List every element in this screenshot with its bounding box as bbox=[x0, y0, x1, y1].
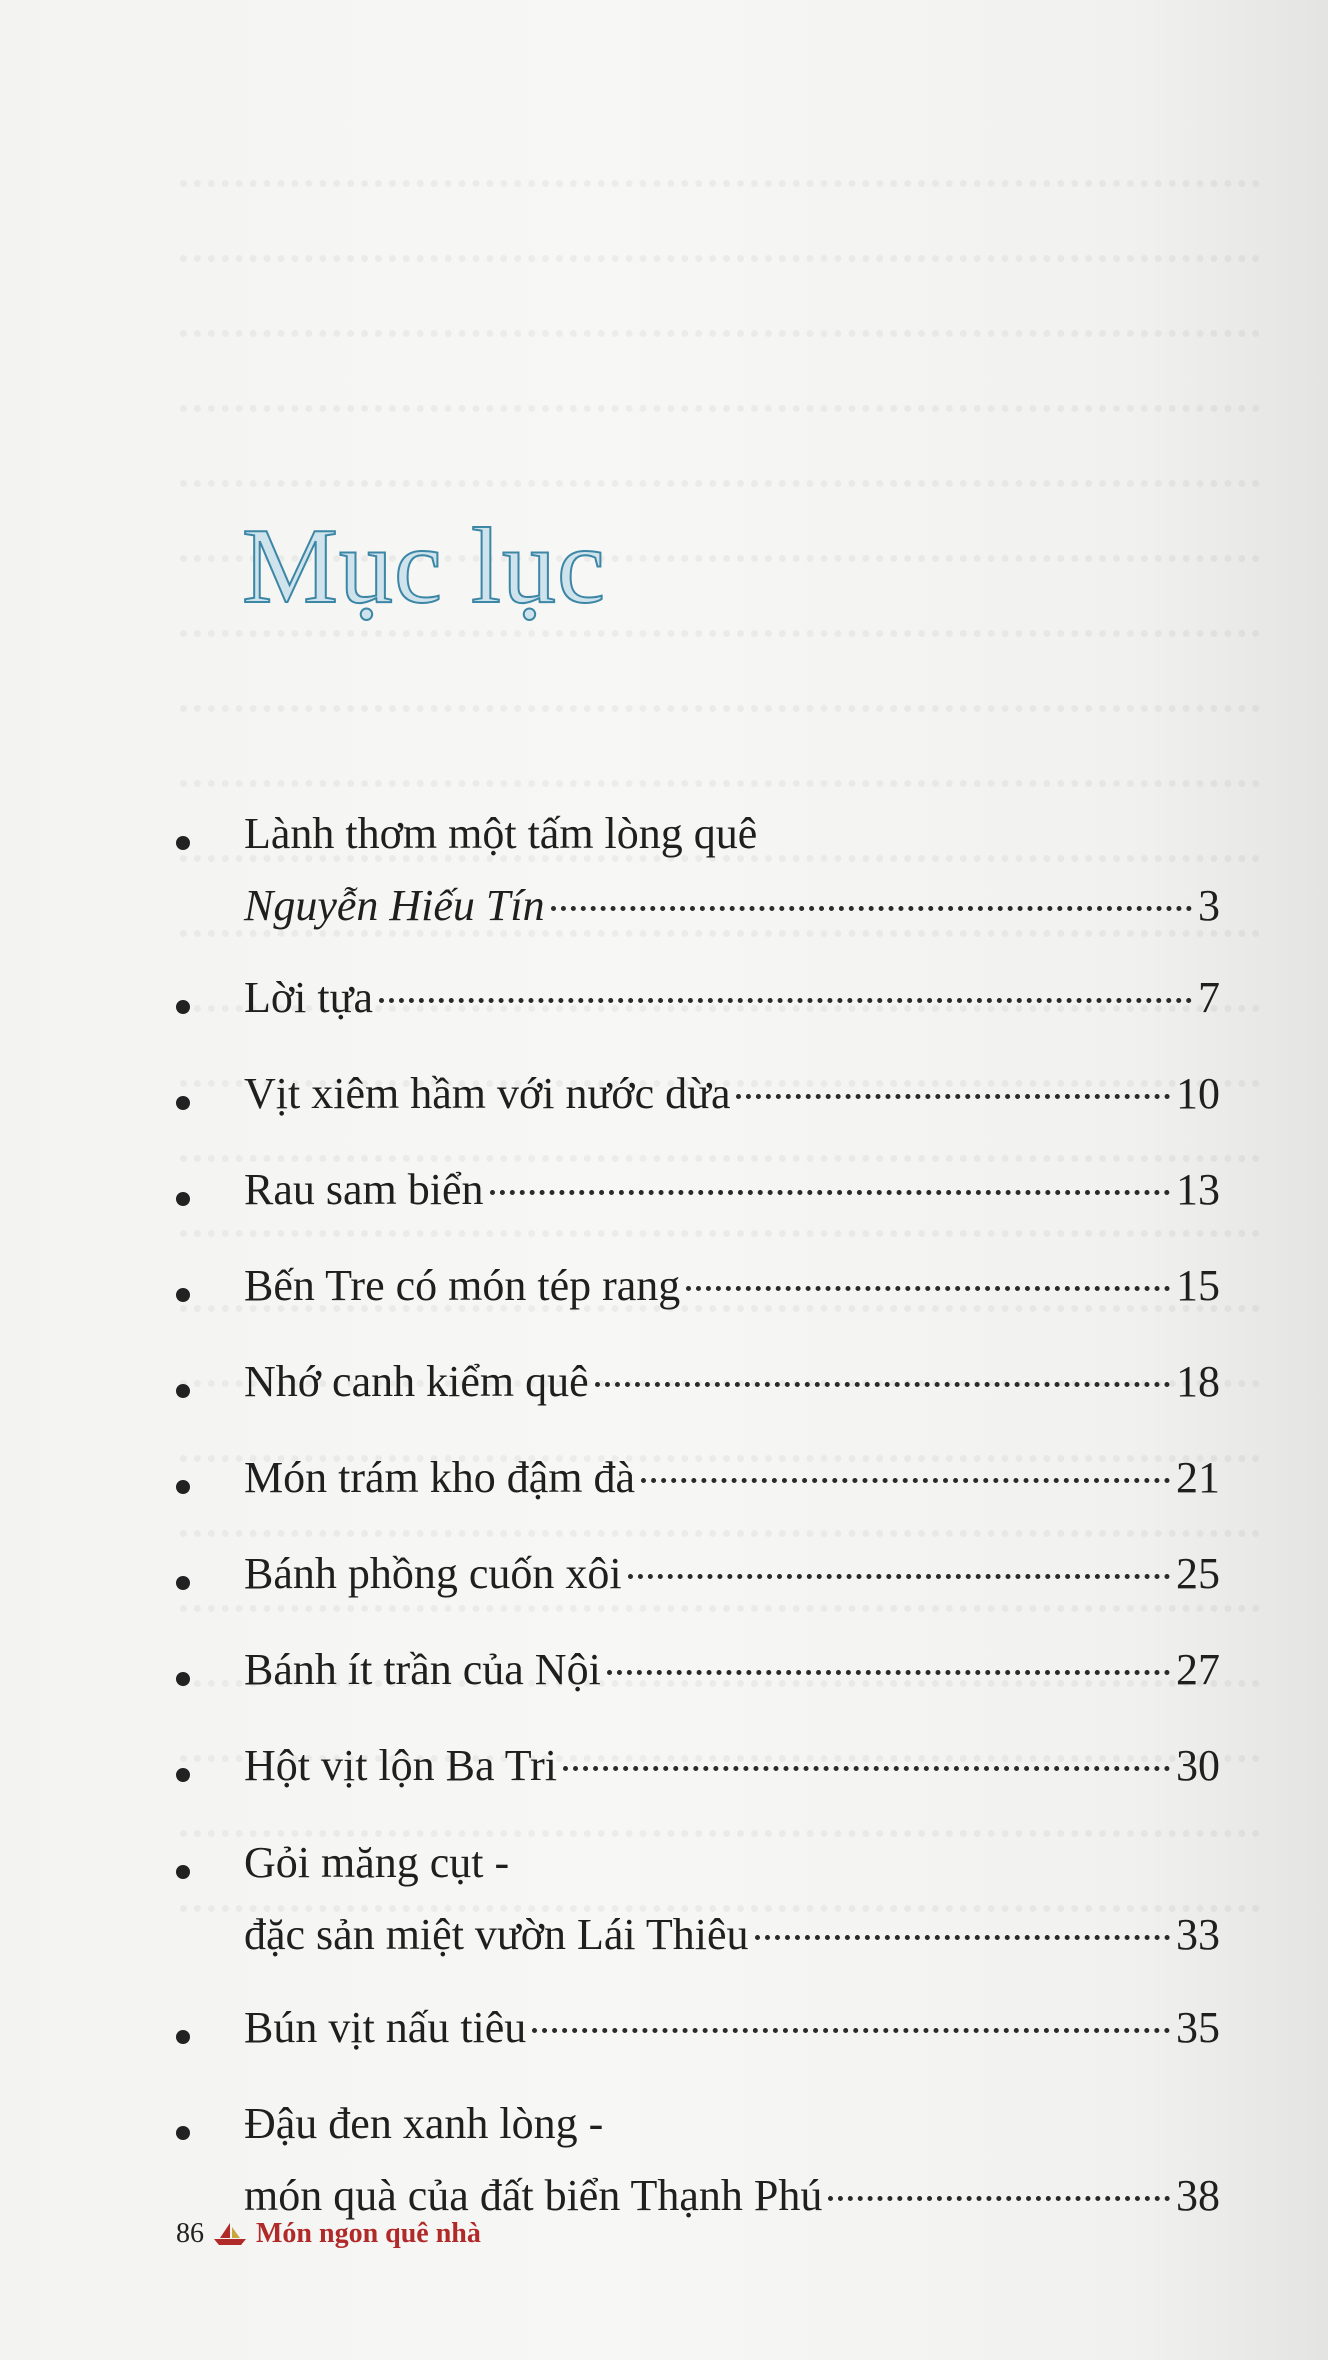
dot-leader bbox=[686, 1286, 1170, 1291]
toc-entry-page: 25 bbox=[1176, 1549, 1220, 1598]
page-footer bbox=[176, 2218, 481, 2250]
toc-entry-title: Bánh ít trần của Nội bbox=[244, 1645, 601, 1694]
toc-entry-title: Bún vịt nấu tiêu bbox=[244, 2003, 527, 2052]
bullet-icon bbox=[176, 1865, 190, 1879]
dot-leader bbox=[551, 906, 1192, 911]
dot-leader bbox=[628, 1574, 1170, 1579]
toc-entry-page: 38 bbox=[1176, 2171, 1220, 2220]
dot-leader bbox=[490, 1190, 1170, 1195]
dot-leader bbox=[828, 2196, 1170, 2201]
toc-entry-line bbox=[244, 1068, 1220, 1120]
toc-entry-line bbox=[244, 1909, 1220, 1961]
toc-entry-title: món quà của đất biển Thạnh Phú bbox=[244, 2171, 823, 2220]
toc-entry-title: Rau sam biển bbox=[244, 1165, 484, 1214]
toc-entry-page: 21 bbox=[1176, 1453, 1220, 1502]
toc-entry-first-line: Lành thơm một tấm lòng quê bbox=[244, 809, 758, 858]
toc-entry-author: Nguyễn Hiếu Tín bbox=[244, 881, 545, 930]
bullet-icon bbox=[176, 836, 190, 850]
toc-entry-page: 15 bbox=[1176, 1261, 1220, 1310]
dot-leader bbox=[595, 1382, 1170, 1387]
bullet-icon bbox=[176, 1192, 190, 1206]
toc-entry-title: Món trám kho đậm đà bbox=[244, 1453, 636, 1502]
toc-entry-title: đặc sản miệt vườn Lái Thiêu bbox=[244, 1910, 749, 1959]
bullet-icon bbox=[176, 1288, 190, 1302]
dot-leader bbox=[736, 1094, 1170, 1099]
toc-entry-first-line: Gỏi măng cụt - bbox=[244, 1838, 510, 1887]
bullet-icon bbox=[176, 1384, 190, 1398]
bullet-icon bbox=[176, 2030, 190, 2044]
bullet-icon bbox=[176, 1480, 190, 1494]
toc-entry-page: 13 bbox=[1176, 1165, 1220, 1214]
toc-entry-line bbox=[244, 1356, 1220, 1408]
dot-leader bbox=[755, 1935, 1171, 1940]
toc-entry-line bbox=[244, 1644, 1220, 1696]
toc-entry-title: Vịt xiêm hầm với nước dừa bbox=[244, 1069, 731, 1118]
page-number: 86 bbox=[176, 2218, 204, 2249]
toc-entry-line bbox=[244, 1548, 1220, 1600]
dot-leader bbox=[641, 1478, 1170, 1483]
bullet-icon bbox=[176, 1000, 190, 1014]
dot-leader bbox=[563, 1766, 1170, 1771]
boat-icon bbox=[212, 2221, 248, 2247]
toc-entry-page: 7 bbox=[1198, 973, 1220, 1022]
page-title: Mục lục bbox=[242, 507, 606, 626]
bullet-icon bbox=[176, 1096, 190, 1110]
book-title: Món ngon quê nhà bbox=[256, 2218, 481, 2249]
toc-entry-page: 30 bbox=[1176, 1741, 1220, 1790]
toc-entry-title: Bến Tre có món tép rang bbox=[244, 1261, 681, 1310]
bullet-icon bbox=[176, 1672, 190, 1686]
toc-entry-title: Lời tựa bbox=[244, 973, 373, 1022]
toc-entry-line bbox=[244, 1740, 1220, 1792]
toc-entry-page: 18 bbox=[1176, 1357, 1220, 1406]
toc-entry-page: 10 bbox=[1176, 1069, 1220, 1118]
toc-entry-line bbox=[244, 1164, 1220, 1216]
toc-entry-page: 35 bbox=[1176, 2003, 1220, 2052]
toc-entry-page: 27 bbox=[1176, 1645, 1220, 1694]
toc-entry-first-line: Đậu đen xanh lòng - bbox=[244, 2099, 604, 2148]
dot-leader bbox=[379, 998, 1192, 1003]
toc-entry-line bbox=[244, 1260, 1220, 1312]
bullet-icon bbox=[176, 2126, 190, 2140]
toc-entry-line bbox=[244, 972, 1220, 1024]
dot-leader bbox=[532, 2028, 1170, 2033]
bullet-icon bbox=[176, 1576, 190, 1590]
toc-entry-title: Bánh phồng cuốn xôi bbox=[244, 1549, 622, 1598]
toc-entry-line bbox=[244, 2170, 1220, 2222]
toc-entry-page: 33 bbox=[1176, 1910, 1220, 1959]
bullet-icon bbox=[176, 1768, 190, 1782]
toc-entry-page: 3 bbox=[1198, 881, 1220, 930]
dot-leader bbox=[607, 1670, 1170, 1675]
toc-entry-line bbox=[244, 1452, 1220, 1504]
toc-entry-line bbox=[244, 2002, 1220, 2054]
toc-entry-title: Hột vịt lộn Ba Tri bbox=[244, 1741, 557, 1790]
toc-entry-line bbox=[244, 880, 1220, 932]
toc-entry-title: Nhớ canh kiểm quê bbox=[244, 1357, 589, 1406]
